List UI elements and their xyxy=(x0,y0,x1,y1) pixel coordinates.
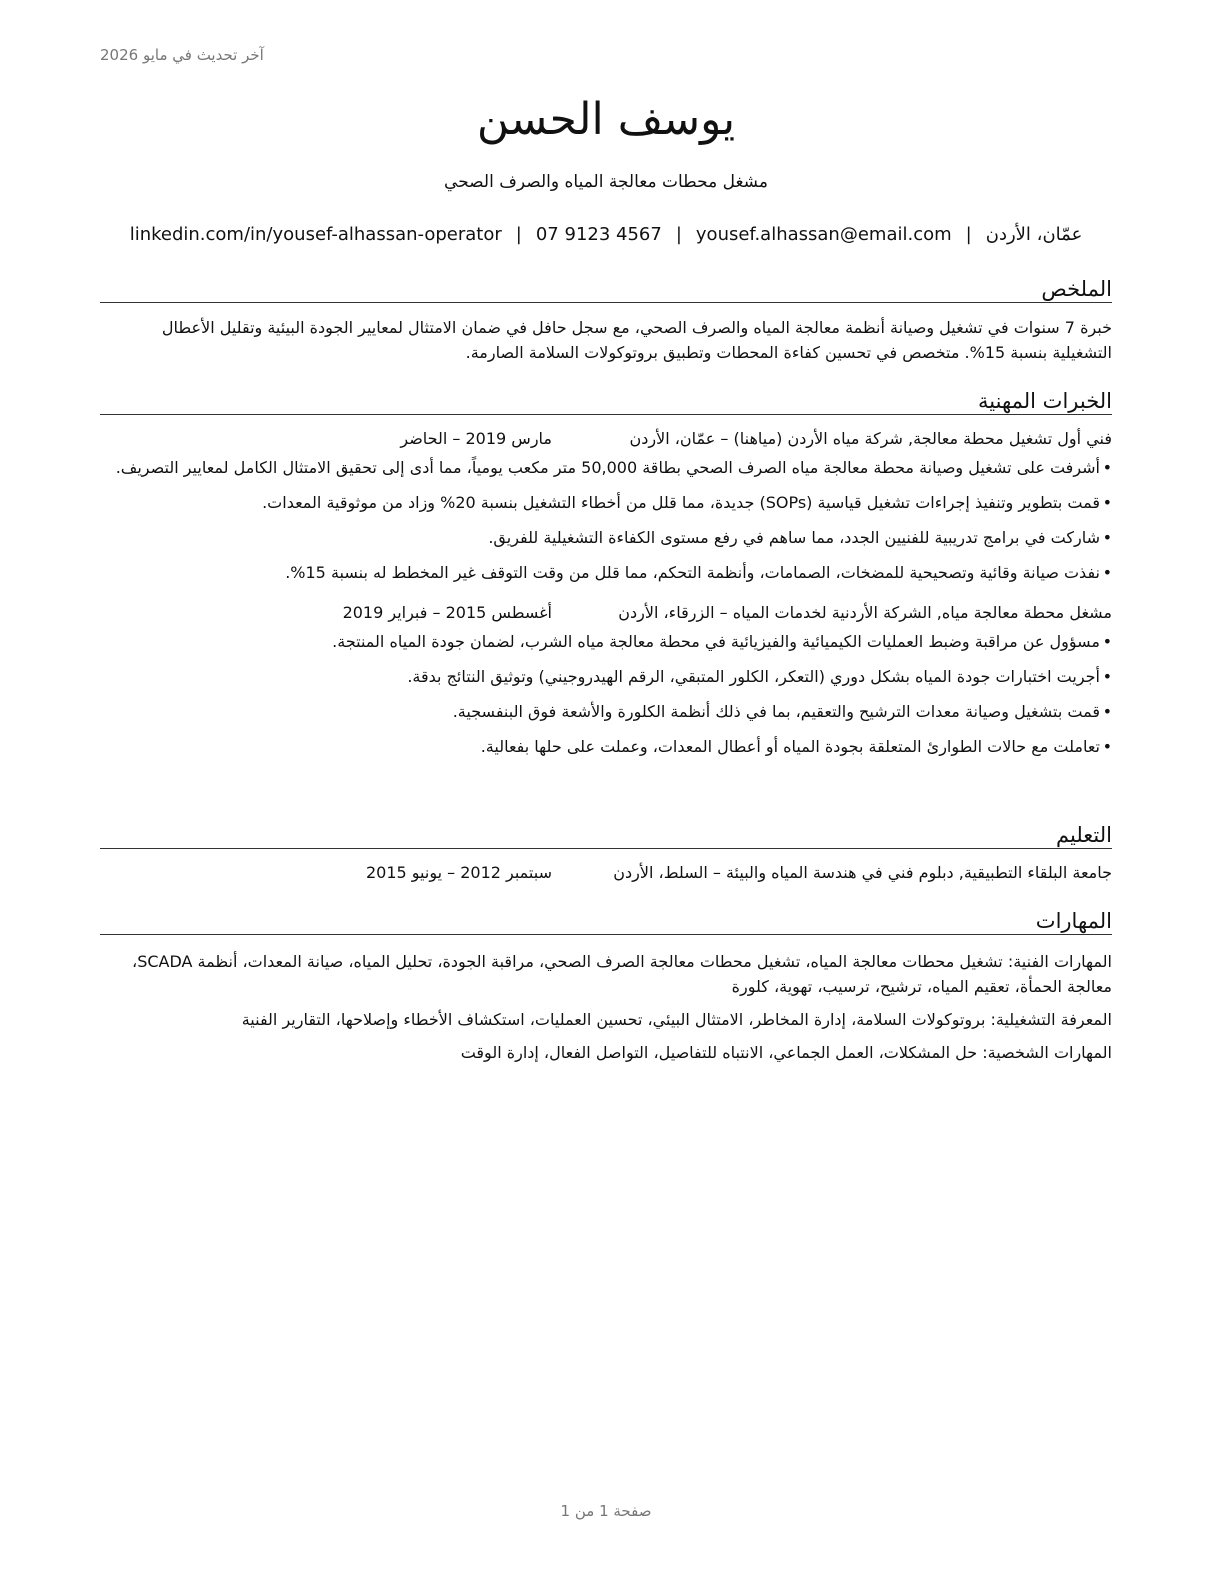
contact-location: عمّان، الأردن xyxy=(985,224,1083,245)
experience-heading: الخبرات المهنية xyxy=(100,388,1112,415)
education-institution: جامعة البلقاء التطبيقية, دبلوم فني في هندسة المياه والبيئة – السلط، الأردن xyxy=(613,863,1112,882)
contact-separator: | xyxy=(515,224,522,245)
summary-section xyxy=(100,276,1112,365)
candidate-title: مشغل محطات معالجة المياه والصرف الصحي xyxy=(444,172,768,192)
education-dates: سبتمبر 2012 – يونيو 2015 xyxy=(365,863,552,882)
job-title: مشغل محطة معالجة مياه, الشركة الأردنية لخدمات المياه – الزرقاء، الأردن xyxy=(618,603,1112,622)
job-header xyxy=(100,601,1112,625)
contact-separator: | xyxy=(965,224,972,245)
skills-soft: المهارات الشخصية: حل المشكلات، العمل الجماعي، الانتباه للتفاصيل، التواصل الفعال، إدارة الوقت xyxy=(460,1043,1112,1062)
education-heading: التعليم xyxy=(100,822,1112,849)
skills-operational: المعرفة التشغيلية: بروتوكولات السلامة، إدارة المخاطر، الامتثال البيئي، تحسين العمليات، استكشاف الأخطاء وإصلاحها، التقارير الفنية xyxy=(241,1010,1112,1029)
job-bullet: • أجريت اختبارات جودة المياه بشكل دوري (التعكر، الكلور المتبقي، الرقم الهيدروجيني) وتوثيق النتائج بدقة. xyxy=(100,664,1112,689)
job-bullet: • نفذت صيانة وقائية وتصحيحية للمضخات، الصمامات، وأنظمة التحكم، مما قلل من وقت التوقف غير المخطط له بنسبة 15%. xyxy=(100,560,1112,585)
education-section xyxy=(100,822,1112,885)
job-bullet: • أشرفت على تشغيل وصيانة محطة معالجة مياه الصرف الصحي بطاقة 50,000 متر مكعب يومياً، مما أدى إلى تحقيق الامتثال الكامل لمعايير التصريف. xyxy=(100,455,1112,480)
page-number: صفحة 1 من 1 xyxy=(560,1502,652,1520)
contact-phone: 07 9123 4567 xyxy=(535,224,662,245)
job-bullet: • مسؤول عن مراقبة وضبط العمليات الكيميائية والفيزيائية في محطة معالجة مياه الشرب، لضمان جودة المياه المنتجة. xyxy=(100,629,1112,654)
job-dates: مارس 2019 – الحاضر xyxy=(400,429,552,448)
job-bullets xyxy=(100,629,1112,759)
resume-page xyxy=(100,0,1112,1584)
skills-heading: المهارات xyxy=(100,908,1112,935)
contact-linkedin[interactable]: linkedin.com/in/yousef-alhassan-operator xyxy=(129,224,502,245)
job-header xyxy=(100,427,1112,451)
skills-section xyxy=(100,908,1112,1065)
job-bullet: • قمت بتطوير وتنفيذ إجراءات تشغيل قياسية (SOPs) جديدة، مما قلل من أخطاء التشغيل بنسبة 20% وزاد من موثوقية المعدات. xyxy=(100,490,1112,515)
education-entry xyxy=(100,861,1112,885)
contact-line xyxy=(100,222,1112,248)
last-updated: آخر تحديث في مايو 2026 xyxy=(100,46,264,64)
job-bullet: • شاركت في برامج تدريبية للفنيين الجدد، مما ساهم في رفع مستوى الكفاءة التشغيلية للفريق. xyxy=(100,525,1112,550)
summary-text: خبرة 7 سنوات في تشغيل وصيانة أنظمة معالجة المياه والصرف الصحي، مع سجل حافل في ضمان الامتثال لمعايير الجودة البيئية وتقليل الأعطال التشغيلية بنسبة 15%. متخصص في تحسين كفاءة المحطات وتطبيق بروتوكولات السلامة الصارمة. xyxy=(161,318,1112,362)
job-title: فني أول تشغيل محطة معالجة, شركة مياه الأردن (مياهنا) – عمّان، الأردن xyxy=(629,429,1112,448)
job-dates: أغسطس 2015 – فبراير 2019 xyxy=(342,603,552,622)
job-bullets xyxy=(100,455,1112,585)
contact-email[interactable]: yousef.alhassan@email.com xyxy=(695,224,952,245)
contact-separator: | xyxy=(675,224,682,245)
job-bullet: • قمت بتشغيل وصيانة معدات الترشيح والتعقيم، بما في ذلك أنظمة الكلورة والأشعة فوق البنفسجية. xyxy=(100,699,1112,724)
experience-section xyxy=(100,388,1112,769)
summary-heading: الملخص xyxy=(100,276,1112,303)
job-bullet: • تعاملت مع حالات الطوارئ المتعلقة بجودة المياه أو أعطال المعدات، وعملت على حلها بفعالية. xyxy=(100,734,1112,759)
candidate-name: يوسف الحسن xyxy=(476,94,736,145)
job-entry xyxy=(100,601,1112,759)
skills-technical: المهارات الفنية: تشغيل محطات معالجة المياه، تشغيل محطات معالجة الصرف الصحي، مراقبة الجودة، تحليل المياه، صيانة المعدات، أنظمة SCADA، معالجة الحمأة، تعقيم المياه، ترشيح، ترسيب، تهوية، كلورة xyxy=(132,952,1112,996)
job-entry xyxy=(100,427,1112,585)
